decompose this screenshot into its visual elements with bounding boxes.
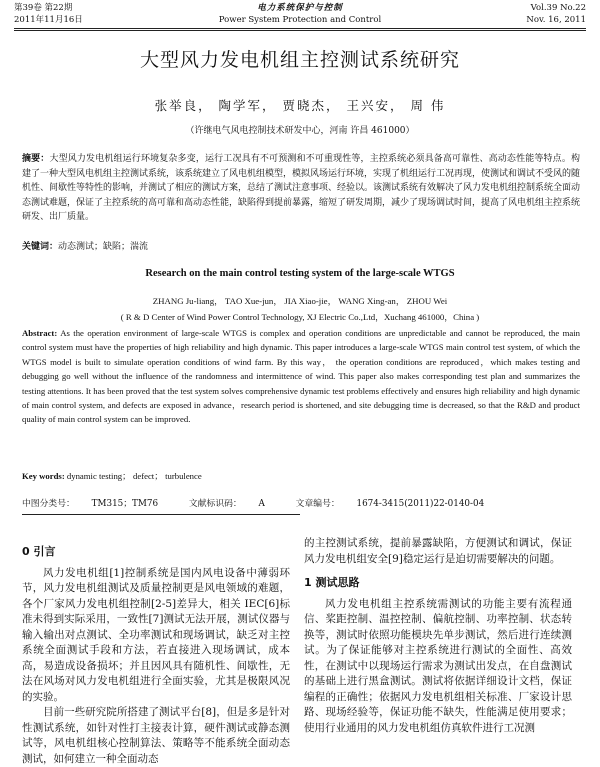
author-affiliation: （许继电气风电控制技术研发中心，河南 许昌 461000）: [185, 126, 415, 136]
paper-title: 大型风力发电机组主控测试系统研究: [139, 49, 460, 71]
header-rule: [14, 28, 586, 29]
section-heading-testing-approach: 1 测试思路: [304, 576, 360, 589]
doc-code-label: 文献标识码：: [188, 499, 242, 509]
abstract-zh-label: 摘要：: [22, 154, 50, 164]
clc-label: 中图分类号：: [22, 499, 75, 509]
keywords-zh-label: 关键词：: [22, 242, 59, 252]
abstract-en: [22, 326, 580, 427]
clc-value: TM315；TM76: [91, 499, 159, 509]
keywords-en-text: dynamic testing； defect； turbulence: [66, 471, 202, 481]
body-separator: [22, 514, 300, 515]
author-list: 张举良， 陶学军， 贾晓杰， 王兴安， 周 伟: [154, 98, 446, 113]
volume-issue-en: Vol.39 No.22: [530, 3, 586, 13]
clc-number: [22, 496, 172, 509]
body-paragraph: 风力发电机组[1]控制系统是国内风电设备中薄弱环节，风力发电机组测试及质量控制更是风电领域的难题，各个厂家风力发电机组控制[2-5]差异大，相关 IEC[6]标准未得到实际采用，一致性[7]测试无法开展，测试仪器与输入输出对点测试、全功率测试和现场调试，缺乏对主控系统全面测试手段和方法，若直接进入现场调试，成本高，易造成设备损坏；并且因风具有随机性、间歇性，无法在风场对风力发电机组进行全面实验，尤其是极限风况的实验。: [22, 566, 290, 703]
keywords-zh: [22, 240, 580, 254]
body-column-left: [22, 540, 290, 767]
section-heading-introduction: 0 引言: [22, 545, 56, 558]
publication-date: 2011年11月16日: [14, 15, 83, 25]
abstract-zh: [22, 152, 580, 225]
abstract-en-label: Abstract:: [22, 328, 58, 338]
body-column-right: [304, 536, 572, 736]
classification-line: [22, 496, 580, 509]
keywords-en-label: Key words:: [22, 471, 65, 481]
article-number-label: 文章编号：: [295, 499, 340, 509]
abstract-en-text: As the operation environment of large-scale WTGS is complex and operation conditions are unpredictable and cannot be reproduced, the main control system must have the properties of high reliability and high dynamic. This paper introduces a large-scale WTGS main control test system, of which the WTGS model is built to simulate operation conditions of wind farm. By this way， the operation conditions are reproduced，which makes testing and debugging go well without the influence of the randomness and intermittence of wind. This paper also makes corresponding test plan and summarizes the testing attentions. It has been proved that the test system solves comprehensive dynamic test problems effectively and ensures high reliability and high dynamic of main control system, and defects are exposed in advance，research period is shortened, and site debugging time is decreased, so that the R&D and product quality of main control system can be improved.: [22, 328, 580, 425]
english-title: Research on the main control testing system of the large-scale WTGS: [145, 268, 455, 279]
journal-name-en: Power System Protection and Control: [218, 15, 382, 25]
english-affiliation: ( R & D Center of Wind Power Control Technology, XJ Electric Co.,Ltd，Xuchang 461000，China ): [120, 312, 480, 322]
english-authors: ZHANG Ju-liang， TAO Xue-jun， JIA Xiao-jie， WANG Xing-an， ZHOU Wei: [152, 296, 448, 306]
abstract-zh-text: 大型风力发电机组运行环境复杂多变，运行工况具有不可预测和不可重现性等，主控系统必须具备高可靠性、高动态性能等特点。构建了一种大型风电机组主控测试系统，该系统建立了风电机组模型，模拟风场运行环境，实现了机组运行工况再现，使测试和调试不受风的随机性、间歇性等特性的影响，并测试了相应的测试方案，总结了测试注意事项、经验以。该测试系统有效解决了风力发电机组控制系统全面动态测试难题，保证了主控系统的高可靠和高动态性能，缺陷得到提前暴露，缩短了研发周期，减少了现场调试时间，提高了风电机组主控系统研发、出厂质量。: [22, 154, 581, 223]
volume-issue: 第39卷 第22期: [14, 3, 73, 13]
doc-code-value: A: [258, 499, 265, 509]
header-rule-thin: [14, 30, 586, 31]
publication-date-en: Nov. 16, 2011: [526, 15, 586, 25]
body-paragraph: 的主控测试系统，提前暴露缺陷，方便测试和调试，保证风力发电机组安全[9]稳定运行是迫切需要解决的问题。: [304, 537, 572, 565]
body-paragraph: 目前一些研究院所搭建了测试平台[8]，但是多是针对性测试系统，如针对性打主接表计算，硬件测试或静态测试等，风电机组核心控制算法、策略等不能系统全面动态测试，如何建立一种全面动态: [22, 706, 290, 765]
header-right: [526, 2, 586, 26]
body-paragraph: 风力发电机组主控系统需测试的功能主要有流程通信、桨距控制、温控控制、偏航控制、功率控制、状态转换等，测试时依照功能模块先单步测试，然后进行连续测试。为了保证能够对主控系统进行测试的全面性、高效性，在测试中以现场运行需求为测试出发点，在自盘测试的基础上进行黑盒测试。测试将依据详细设计文档，保证编程的正确性；依据风力发电机组相关标准、厂家设计思路、现场经验等，保证功能不缺失，性能满足使用要求；使用行业通用的风力发电机组仿真软件进行工况测: [304, 597, 572, 734]
article-number-value: 1674-3415(2011)22-0140-04: [356, 499, 485, 509]
keywords-en: [22, 470, 580, 482]
header-center: [14, 2, 586, 26]
document-code: [189, 496, 279, 509]
page-header: [14, 2, 586, 28]
keywords-zh-text: 动态测试；缺陷；湍流: [58, 242, 149, 252]
journal-name-zh: 电力系统保护与控制: [257, 3, 343, 13]
article-number: [296, 496, 499, 509]
